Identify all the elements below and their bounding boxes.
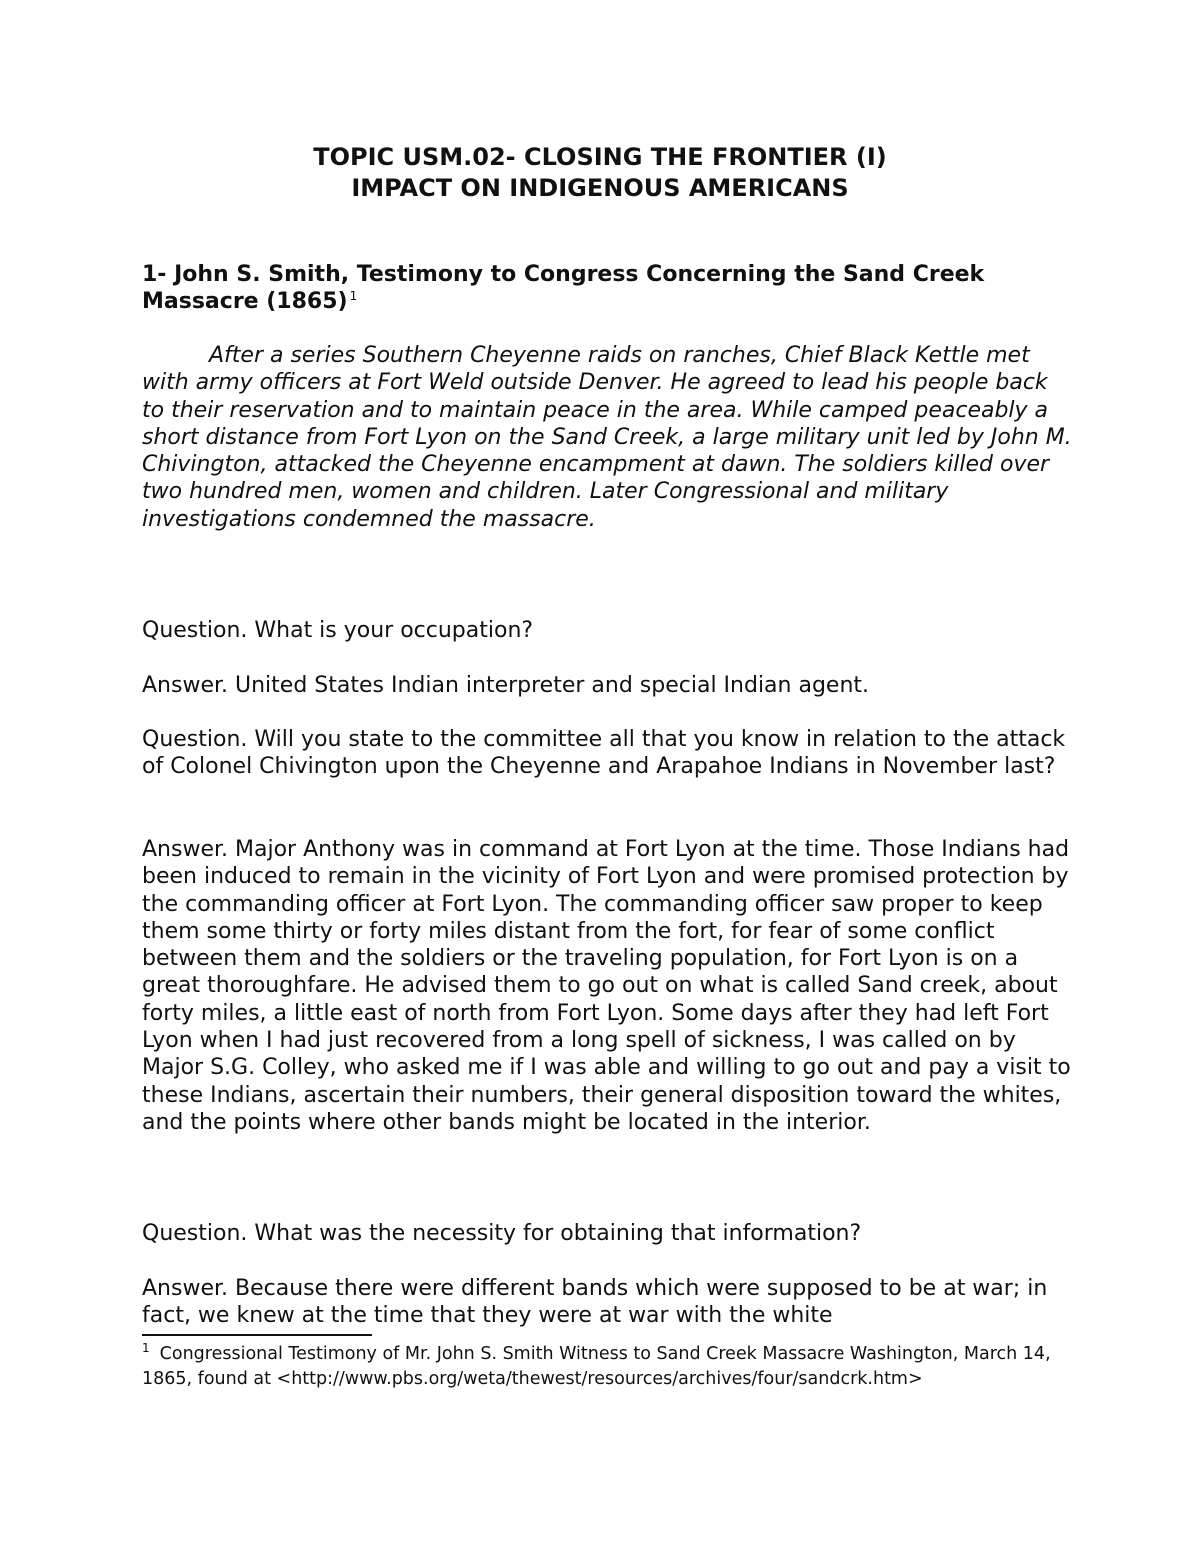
section-heading (142, 261, 1072, 315)
question-occupation: Question. What is your occupation? (142, 618, 534, 643)
answer-occupation: Answer. United States Indian interpreter and special Indian agent. (142, 673, 870, 698)
answer-necessity: Answer. Because there were different bands which were supposed to be at war; in fact, we knew at the time that they were at war with the white (142, 1276, 1048, 1329)
document-title (142, 142, 1058, 204)
intro-text: After a series Southern Cheyenne raids on ranches, Chief Black Kettle met with army officers at Fort Weld outside Denver. He agreed to lead his people back to their reservation and to maintain peace in the area. While camped peaceably a short distance from Fort Lyon on the Sand Creek, a large military unit led by John M. Chivington, attacked the Cheyenne encampment at dawn. The soldiers killed over two hundred men, women and children. Later Congressional and military investigations condemned the massacre. (142, 343, 1072, 532)
footnote-mark: 1 (142, 1341, 150, 1356)
title-line-topic: TOPIC USM.02- CLOSING THE FRONTIER (I) (313, 143, 887, 171)
footnote-separator (142, 1334, 372, 1336)
answer-attack: Answer. Major Anthony was in command at Fort Lyon at the time. Those Indians had been induced to remain in the vicinity of Fort Lyon and were promised protection by the commanding officer at Fort Lyon. The commanding officer saw proper to keep them some thirty or forty miles distant from the fort, for fear of some conflict between them and the soldiers or the traveling population, for Fort Lyon is on a great thoroughfare. He advised them to go out on what is called Sand creek, about forty miles, a little east of north from Fort Lyon. Some days after they had left Fort Lyon when I had just recovered from a long spell of sickness, I was called on by Major S.G. Colley, who asked me if I was able and willing to go out and pay a visit to these Indians, ascertain their numbers, their general disposition toward the whites, and the points where other bands might be located in the interior. (142, 837, 1071, 1135)
question-attack: Question. Will you state to the committee all that you know in relation to the attack of Colonel Chivington upon the Cheyenne and Arapahoe Indians in November last? (142, 727, 1066, 780)
question-necessity: Question. What was the necessity for obtaining that information? (142, 1221, 862, 1246)
footnote-text: Congressional Testimony of Mr. John S. Smith Witness to Sand Creek Massacre Washington, March 14, 1865, found at <http://www.pbs.org/weta/thewest/resources/archives/four/sandcrk.htm> (142, 1344, 1051, 1389)
section-heading-text: 1- John S. Smith, Testimony to Congress Concerning the Sand Creek Massacre (1865) (142, 262, 985, 314)
footnote-reference[interactable]: 1 (349, 288, 358, 303)
title-line-subtitle: IMPACT ON INDIGENOUS AMERICANS (351, 174, 849, 202)
intro-paragraph (142, 342, 1072, 533)
footnote (142, 1342, 1072, 1391)
